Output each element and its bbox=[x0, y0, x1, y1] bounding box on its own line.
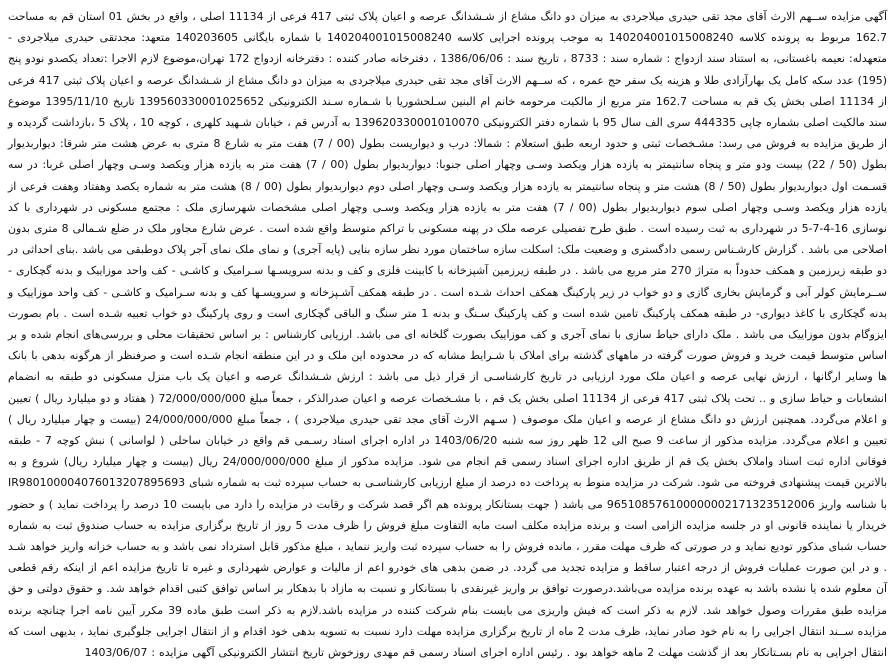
notice-body: آگهی مزایده ســهم الارث آقای مجد تقی حیدری میلاجردی به میزان دو دانگ مشاع از شـشدانگ عرصه و اعیان پلاک ثبتی 417 فرعی از 11134 اصلی ، واقع در بخش 01 استان قم به مساحت 162.7 مربوط به پرونده کلاسه 140204001015008240 به موجب پرونده اجرایی کلاسه 140204001015008240 با شماره بایگانی 140203605 متعهد: مجدتقی حیدری میلاجردی - متعهدله: نعیمه باغستانی، به استناد سند ازدواج : شماره سند : 8733 ، تاریخ سند : 1386/06/06 ، دفترخانه صادر کننده : دفترخانه ازدواج 172 تهران،موضوع لازم الاجرا :تعداد یکصدو نودو پنج (195) عدد سکه کامل یک بهارآزادی طلا و هزینه یک سفر حج عمره ، که ســهم الارث آقای مجد تقی حیدری میلاجردی به میزان دو دانگ مشاع از شـشدانگ عرصه و اعیان پلاک ثبتی 417 فرعی از 11134 اصلی بخش یک قم به مساحت 162.7 متر مربع از مالکیت مرحومه خانم ام البنین سـلحشوریا با شـماره سـند الکترونیکی 139560330001025652 تاریخ 1395/11/10 موضوع سند مالکیت اصلی بشماره چاپی 444335 سری الف سال 95 با شماره دفتر الکترونیکی 139620330001010070 به آدرس قم ، خیابان شـهید کلهری ، کوچه 10 ، پلاک 5 ،بازداشت گردیده و از طریق مزایده به فروش می رسد: مشـخصات ثبتی و حدود اربعه طبق استعلام : شمالا: درب و دیواریست بطول (00 / 7) هفت متر به شارع 8 متری به عرض هشت متر شرقا: دیواربدیوار بطول (50 / 22) بیست ودو متر و پنجاه سانتیمتر به یازده هزار ویکصد وسـی وچهار اصلی جنوبا: دیواربدیوار بطول (00 / 7) هفت متر به یازده هزار ویکصد وسـی وچهار اصلی غربا: در سه قسـمت اول دیواربدیوار بطول (50 / 8) هشت متر و پنجاه سانتیمتر به یازده هزار ویکصد وسـی وچهار اصلی دوم دیواربدیوار بطول (00 / 8) هشت متر به شماره یکصد وهفتاد وهفت فرعی از یازده هزار ویکصد وسـی وچهار اصلی سوم دیواربدیوار بطول (00 / 7) هفت متر به یازده هزار ویکصد وسـی وچهار اصلی مشخصات شهرسازی ملک : مجتمع مسکونی در شهرداری با کد نوسازی 16-4-7-5 در شهرداری به ثبت رسیده است . طبق طرح تفصیلی عرصه ملک در پهنه مسکونی با تراکم متوسط واقع شده است . عرض شارع مجاور ملک در ضلع شـمالی 8 متری بدون اصلاحی می باشد . گزارش کارشـناس رسمی دادگستری و وضعیت ملک: اسکلت سازه ساختمان مورد نظر سازه بنایی (پایه آجری) و نمای ملک نمای آجر پلاک دوطبقی می باشد .بنای احداثی در دو طبقه زیرزمین و همکف حدوداً به متراژ 270 متر مربع می باشد . در طبقه زیرزمین آشپزخانه با کابینت فلزی و کف و بدنه سرویسـها سـرامیک و کاشـی - کف واحد موزاییک و بدنه گچکاری - ســرمایش کولر آبی و گرمایش بخاری گازی و دو خواب در زیر پارکینگ همکف احداث شـده است . در طبقه همکف آشـپزخانه و سرویسـها کف و بدنه سـرامیک و کاشـی - کف واحد موزاییک و بدنه گچکاری با کاغذ دیواری- در طبقه همکف پارکینگ تامین شده است و کف پارکینگ سـنگ و بدنه 1 متر سنگ و الباقی گچکاری است و روی پارکینگ دو خواب تعبیه شـده است . بام بصورت ایزوگام بدون موزاییک می باشد . ملک دارای حیاط سازی با نمای آجری و کف موزاییک بصورت گلخانه ای می باشد. ارزیابی کارشناس : بر اساس تحقیقات محلی و بررسی‌های انجام شده و بر اساس متوسط قیمت خرید و فروش صورت گرفته در ماههای گذشته برای املاک با شـرایط مشابه که در محدوده این ملک و در این منطقه انجام شـده است و صرفنظر از هرگونه بدهی با بانک ها وسایر ارگانها ، ارزش نهایی عرصه و اعیان ملک مورد ارزیابی در تاریخ کارشناسـی از قرار ذیل می باشد : ارزش شـشدانگ عرصه و اعیان یک باب منزل مسکونی دو طبقه به انضمام انشعابات و حیاط سازی و .. تحت پلاک ثبتی 417 فرعی از 11134 اصلی بخش یک قم ، با مشـخصات عرصه و اعیان صدرالذکر ، جمعاً مبلغ 72/000/000/000 ( هفتاد و دو میلیارد ریال ) تعیین و اعلام می‌گردد. همچنین ارزش دو دانگ مشاع از عرصه و اعیان ملک موصوف ( سـهم الارث آقای مجد تقی حیدری میلاجردی ) ، جمعاً مبلغ 24/000/000/000 (بیست و چهار میلیارد ریال ) تعیین و اعلام می‌گردد. مزایده مذکور از ساعت 9 صبح الی 12 ظهر روز سه شنبه 1403/06/20 در اداره اجرای اسناد رسـمی قم واقع در خیابان ساحلی ( لواسانی ) نبش کوچه 7 - طبقه فوقانی اداره ثبت اسناد واملاک بخش یک قم از طریق اداره اجرای اسناد رسمی قم انجام می شود. مزایده مذکور از مبلغ 24/000/000/000 ریال (بیست و چهار میلیارد ریال) شروع و به بالاترین قیمت پیشنهادی فروخته می شود. شرکت در مزایده منوط به پرداخت ده درصد از مبلغ ارزیابی کارشناسـی به حساب سپرده ثبت به شماره شبای IR980100004076013207895693 با شناسه واریز 965108576100000002171323512006 می باشد ( جهت بستانکار پرونده هم اگر قصد شرکت و رقابت در مزایده را دارد می بایست 10 درصد را پرداخت نماید ) و حضور خریدار یا نماینده قانونی او در جلسه مزایده الزامی است و برنده مزایده مکلف است مابه التفاوت مبلغ فروش را ظرف مدت 5 روز از تاریخ برگزاری مزایده به حساب صندوق ثبت به شماره حساب شبای مذکور تودیع نماید و در صورتی که ظرف مهلت مقرر ، مانده فروش را به حساب سپرده ثبت واریز ننماید ، مبلغ مذکور قابل استرداد نمی باشد و به حساب خزانه واریز خواهد شـد . و در این صورت عملیات فروش از درجه اعتبار ساقط و مزایده تجدید می گردد. در ضمن بدهی های خودرو اعم از مالیات و عوارض شهرداری و غیره تا تاریخ مزایده اعم از اینکه رقم قطعی آن معلوم شده یا نشده باشد به عهده برنده مزایده می‌باشد.درصورت توافق بر واریز غیرنقدی با بستانکار و نسبت به مازاد با بدهکار بر اساس توافق کتبی اقدام خواهد شد. و حقوق دولتی و حق مزایده طبق مقررات وصول خواهد شد. لازم به ذکر است که فیش واریزی می بایست بنام شرکت کننده در مزایده باشد.لازم به ذکر است طبق ماده 39 مکرر آیین نامه اجرا چنانچه برنده مزایده ســند انتقال اجرایی را به نام خود صادر نماید، ظرف مدت 2 ماه از تاریخ برگزاری مزایده مهلت دارد نسبت به تسویه بدهی خود اقدام و از انتقال اجرایی جلوگیری نماید ، بدیهی است که انتقال اجرایی به نام بسـتانکار بعد از گذشت مهلت 2 ماهه خواهد بود . رئیس اداره اجرای اسناد رسمی قم مهدی روزخوش تاریخ انتشار الکترونیکی آگهی مزایده : 1403/06/07 bbox=[8, 10, 888, 660]
